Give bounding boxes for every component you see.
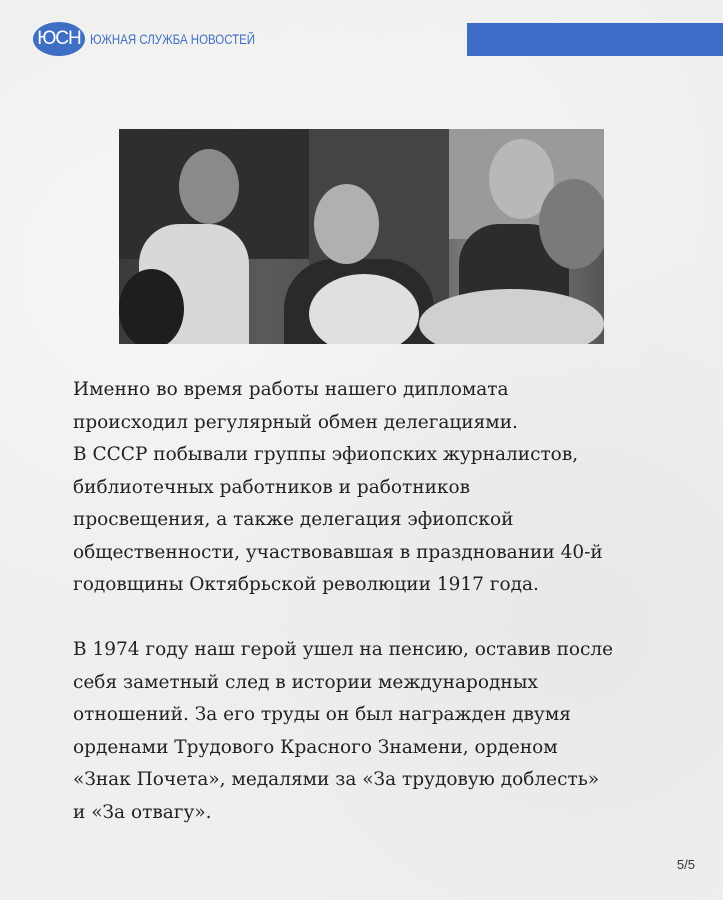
text-line: себя заметный след в истории международных xyxy=(73,671,538,693)
logo-badge: ЮСН xyxy=(33,22,85,56)
text-line: происходил регулярный обмен делегациями. xyxy=(73,411,518,433)
paragraph-2 xyxy=(73,634,613,829)
text-line: В 1974 году наш герой ушел на пенсию, оставив после xyxy=(73,639,614,660)
text-line: В СССР побывали группы эфиопских журналистов, xyxy=(73,444,579,465)
page-number: 5/5 xyxy=(676,857,695,872)
header-accent-bar xyxy=(467,23,723,56)
text-line: библиотечных работников и работников xyxy=(73,476,471,498)
text-line: годовщины Октябрьской революции 1917 года. xyxy=(73,574,539,595)
text-line: общественности, участвовавшая в праздновании 40-й xyxy=(73,541,603,563)
text-line: отношений. За его труды он был награжден двумя xyxy=(73,704,571,725)
text-line: Именно во время работы нашего дипломата xyxy=(73,379,509,400)
text-line: просвещения, а также делегация эфиопской xyxy=(73,509,514,530)
text-line: орденами Трудового Красного Знамени, орденом xyxy=(73,736,558,758)
text-line: и «За отвагу». xyxy=(73,801,212,823)
paragraph-1 xyxy=(73,374,603,602)
text-line: «Знак Почета», медалями за «За трудовую доблесть» xyxy=(73,769,600,790)
logo xyxy=(33,22,284,56)
logo-name: ЮЖНАЯ СЛУЖБА НОВОСТЕЙ xyxy=(90,31,256,47)
archival-photo xyxy=(119,129,604,344)
